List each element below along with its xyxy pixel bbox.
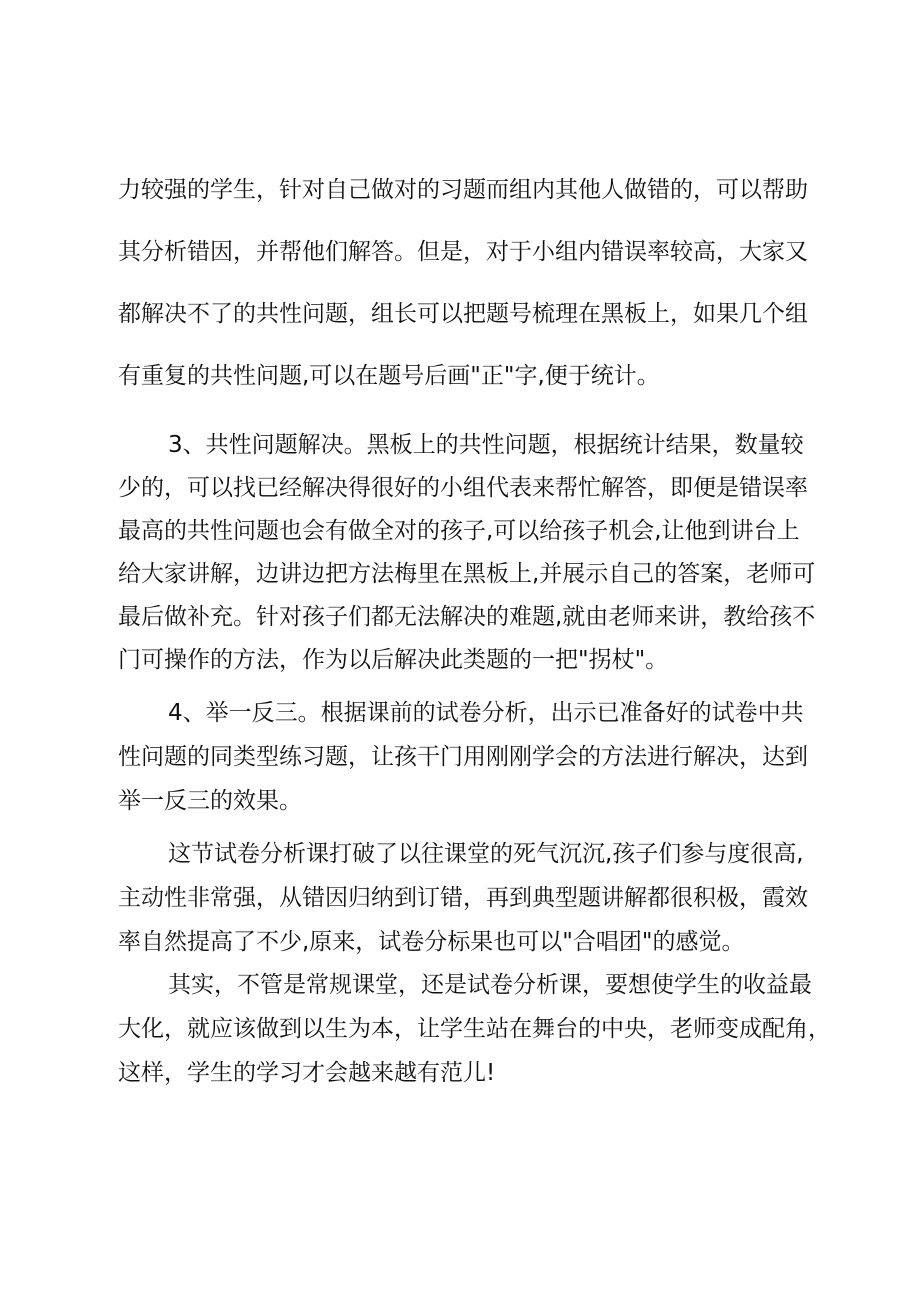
text-line: 少的，可以找已经解决得很好的小组代表来帮忙解答，即便是错误率 — [118, 475, 808, 501]
paragraph-3-first-line: 3、共性问题解决。黑板上的共性问题，根据统计结果，数量较 — [168, 432, 804, 458]
text-line: 给大家讲解，边讲边把方法梅里在黑板上,并展示自己的答案，老师可 — [118, 561, 816, 587]
text-line: 率自然提高了不少,原来，试卷分标果也可以"合唱团"的感觉。 — [118, 929, 745, 955]
text-line: 有重复的共性问题,可以在题号后画"正"字,便于统计。 — [118, 363, 660, 389]
text-line: 都解决不了的共性问题，组长可以把题号梳理在黑板上，如果几个组 — [118, 301, 808, 327]
text-line: 最高的共性问题也会有做全对的孩子,可以给孩子机会,让他到讲台上 — [118, 518, 800, 544]
text-line: 最后做补充。针对孩子们都无法解决的难题,就由老师来讲，教给孩不 — [118, 604, 816, 630]
paragraph-6-first-line: 其实，不管是常规课堂，还是试卷分析课，要想使学生的收益最 — [168, 972, 812, 998]
paragraph-4-first-line: 4、举一反三。根据课前的试卷分析，出示已准备好的试卷中共 — [168, 700, 804, 726]
text-line: 大化，就应该做到以生为本，让学生站在舞台的中央，老师变成配角， — [118, 1016, 831, 1042]
paragraph-5-first-line: 这节试卷分析课打破了以往课堂的死气沉沉,孩子们参与度很高, — [168, 841, 804, 867]
text-line: 主动性非常强，从错因归纳到订错，再到典型题讲解都很积极，霞效 — [118, 885, 808, 911]
text-line: 门可操作的方法，作为以后解决此类题的一把"拐杖"。 — [118, 647, 669, 673]
text-line: 举一反三的效果。 — [118, 788, 302, 814]
text-line: 性问题的同类型练习题，让孩干门用刚刚学会的方法进行解决，达到 — [118, 744, 808, 770]
text-line: 这样，学生的学习才会越来越有范儿! — [118, 1060, 496, 1086]
text-line: 力较强的学生，针对自己做对的习题而组内其他人做错的，可以帮助 — [118, 177, 808, 203]
text-line: 其分析错因，并帮他们解答。但是，对于小组内错误率较高，大家又 — [118, 239, 808, 265]
